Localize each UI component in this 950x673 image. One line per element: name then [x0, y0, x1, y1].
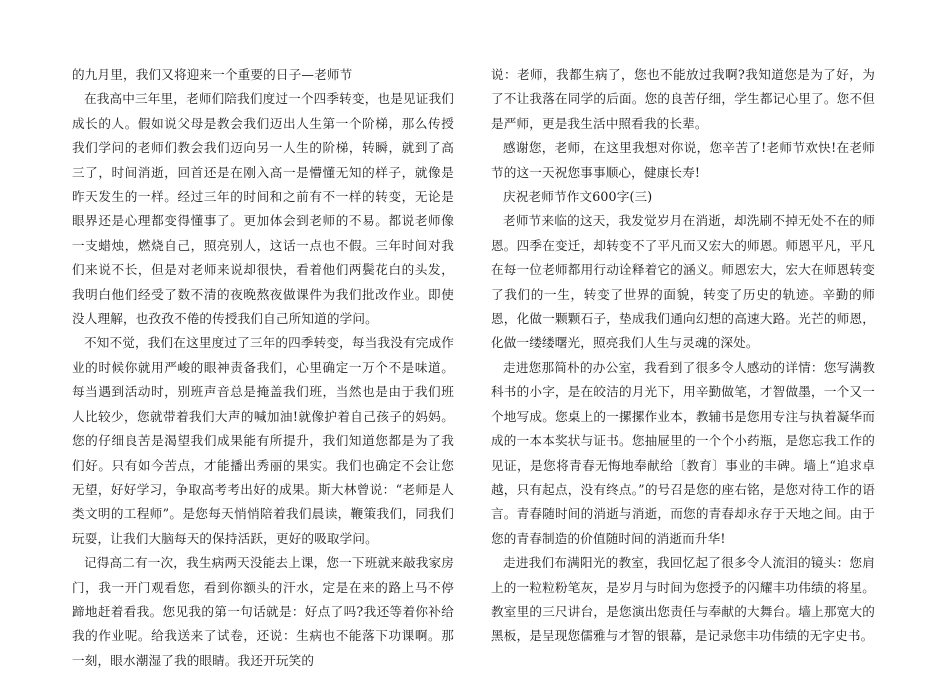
paragraph: 感谢您，老师，在这里我想对你说，您辛苦了!老师节欢快!在老师节的这一天祝您事事顺心，健康长寿! [491, 140, 875, 180]
paragraph: 不知不觉，我们在这里度过了三年的四季转变，每当我没有完成作业的时候你就用严峻的眼神责备我们，心里确定一万个不是味道。每当遇到活动时，别班声音总是掩盖我们班，当然也是由于我们班人比较少，您就带着我们大声的喊加油!就像护着自己孩子的妈妈。您的仔细良苦是渴望我们成果能有所提升，我们知道您都是为了我们好。只有如今苦点，才能播出秀丽的果实。我们也确定不会让您无望，好好学习，争取高考考出好的成果。斯大林曾说：“老师是人类文明的工程师”。是您每天悄悄陪着我们晨读，鞭策我们，同我们玩耍，让我们大脑每天的保持活跃，更好的吸取学问。 [72, 335, 454, 546]
paragraph: 在我高中三年里，老师们陪我们度过一个四季转变，也是见证我们成长的人。假如说父母是教会我们迈出人生第一个阶梯，那么传授我们学问的老师们教会我们迈向另一人生的阶梯，转瞬，就到了高三了，时间消逝，回首还是在刚入高一是懵懂无知的样子，就像是昨天发生的一样。经过三年的时间和之前有不一样的转变，无论是眼界还是心理都变得懂事了。更加体会到老师的不易。都说老师像一支蜡烛，燃烧自己，照亮别人，这话一点也不假。三年时间对我们来说不长，但是对老师来说却很快，看着他们两鬓花白的头发，我明白他们经受了数不清的夜晚熬夜做课件为我们批改作业。即使没人理解，也孜孜不倦的传授我们自己所知道的学问。 [72, 91, 454, 327]
left-column [72, 63, 454, 673]
paragraph-continuation: 说：老师，我都生病了，您也不能放过我啊?我知道您是为了好，为了不让我落在同学的后面。您的良苦仔细，学生都记心里了。您不但是严师，更是我生活中照看我的长辈。 [491, 67, 875, 131]
right-column [491, 63, 875, 649]
paragraph-continuation: 的九月里，我们又将迎来一个重要的日子—老师节 [72, 67, 353, 82]
section-heading: 庆祝老师节作文600字(三) [503, 189, 653, 205]
paragraph: 走进我们布满阳光的教室，我回忆起了很多令人流泪的镜头：您肩上的一粒粒粉笔灰，是岁月与时间为您授予的闪耀丰功伟绩的将星。教室里的三尺讲台，是您演出您责任与奉献的大舞台。墙上那宽大的黑板，是呈现您儒雅与才智的银幕，是记录您丰功伟绩的无字史书。 [491, 555, 875, 644]
paragraph: 老师节来临的这天，我发觉岁月在消逝，却洗刷不掉无处不在的师恩。四季在变迁，却转变不了平凡而又宏大的师恩。师恩平凡，平凡在每一位老师都用行动诠释着它的涵义。师恩宏大，宏大在师恩转变了我们的一生，转变了世界的面貌，转变了历史的轨迹。辛勤的师恩，化做一颗颗石子，垫成我们通向幻想的高速大路。光芒的师恩，化做一缕缕曙光，照亮我们人生与灵魂的深处。 [491, 213, 875, 351]
paragraph: 走进您那简朴的办公室，我看到了很多令人感动的详情：您写满教科书的小字，是在皎洁的月光下，用辛勤做笔，才智做墨，一个又一个地写成。您桌上的一摞摞作业本，教辅书是您用专注与执着凝华而成的一本本奖状与证书。您抽屉里的一个个小药瓶，是您忘我工作的见证，是您将青春无悔地奉献给〔教育〕事业的丰碑。墙上“追求卓越，只有起点，没有终点。”的号召是您的座右铭，是您对待工作的语言。青春随时间的消逝与消逝，而您的青春却永存于天地之间。由于您的青春制造的价值随时间的消逝而升华! [491, 359, 875, 546]
paragraph: 记得高二有一次，我生病两天没能去上课，您一下班就来敲我家房门，我一开门观看您，看到你额头的汗水，定是在来的路上马不停蹄地赶着看我。您见我的第一句话就是：好点了吗?我还等着你补给我的作业呢。给我送来了试卷，还说：生病也不能落下功课啊。那一刻，眼水潮湿了我的眼睛。我还开玩笑的 [72, 555, 454, 668]
